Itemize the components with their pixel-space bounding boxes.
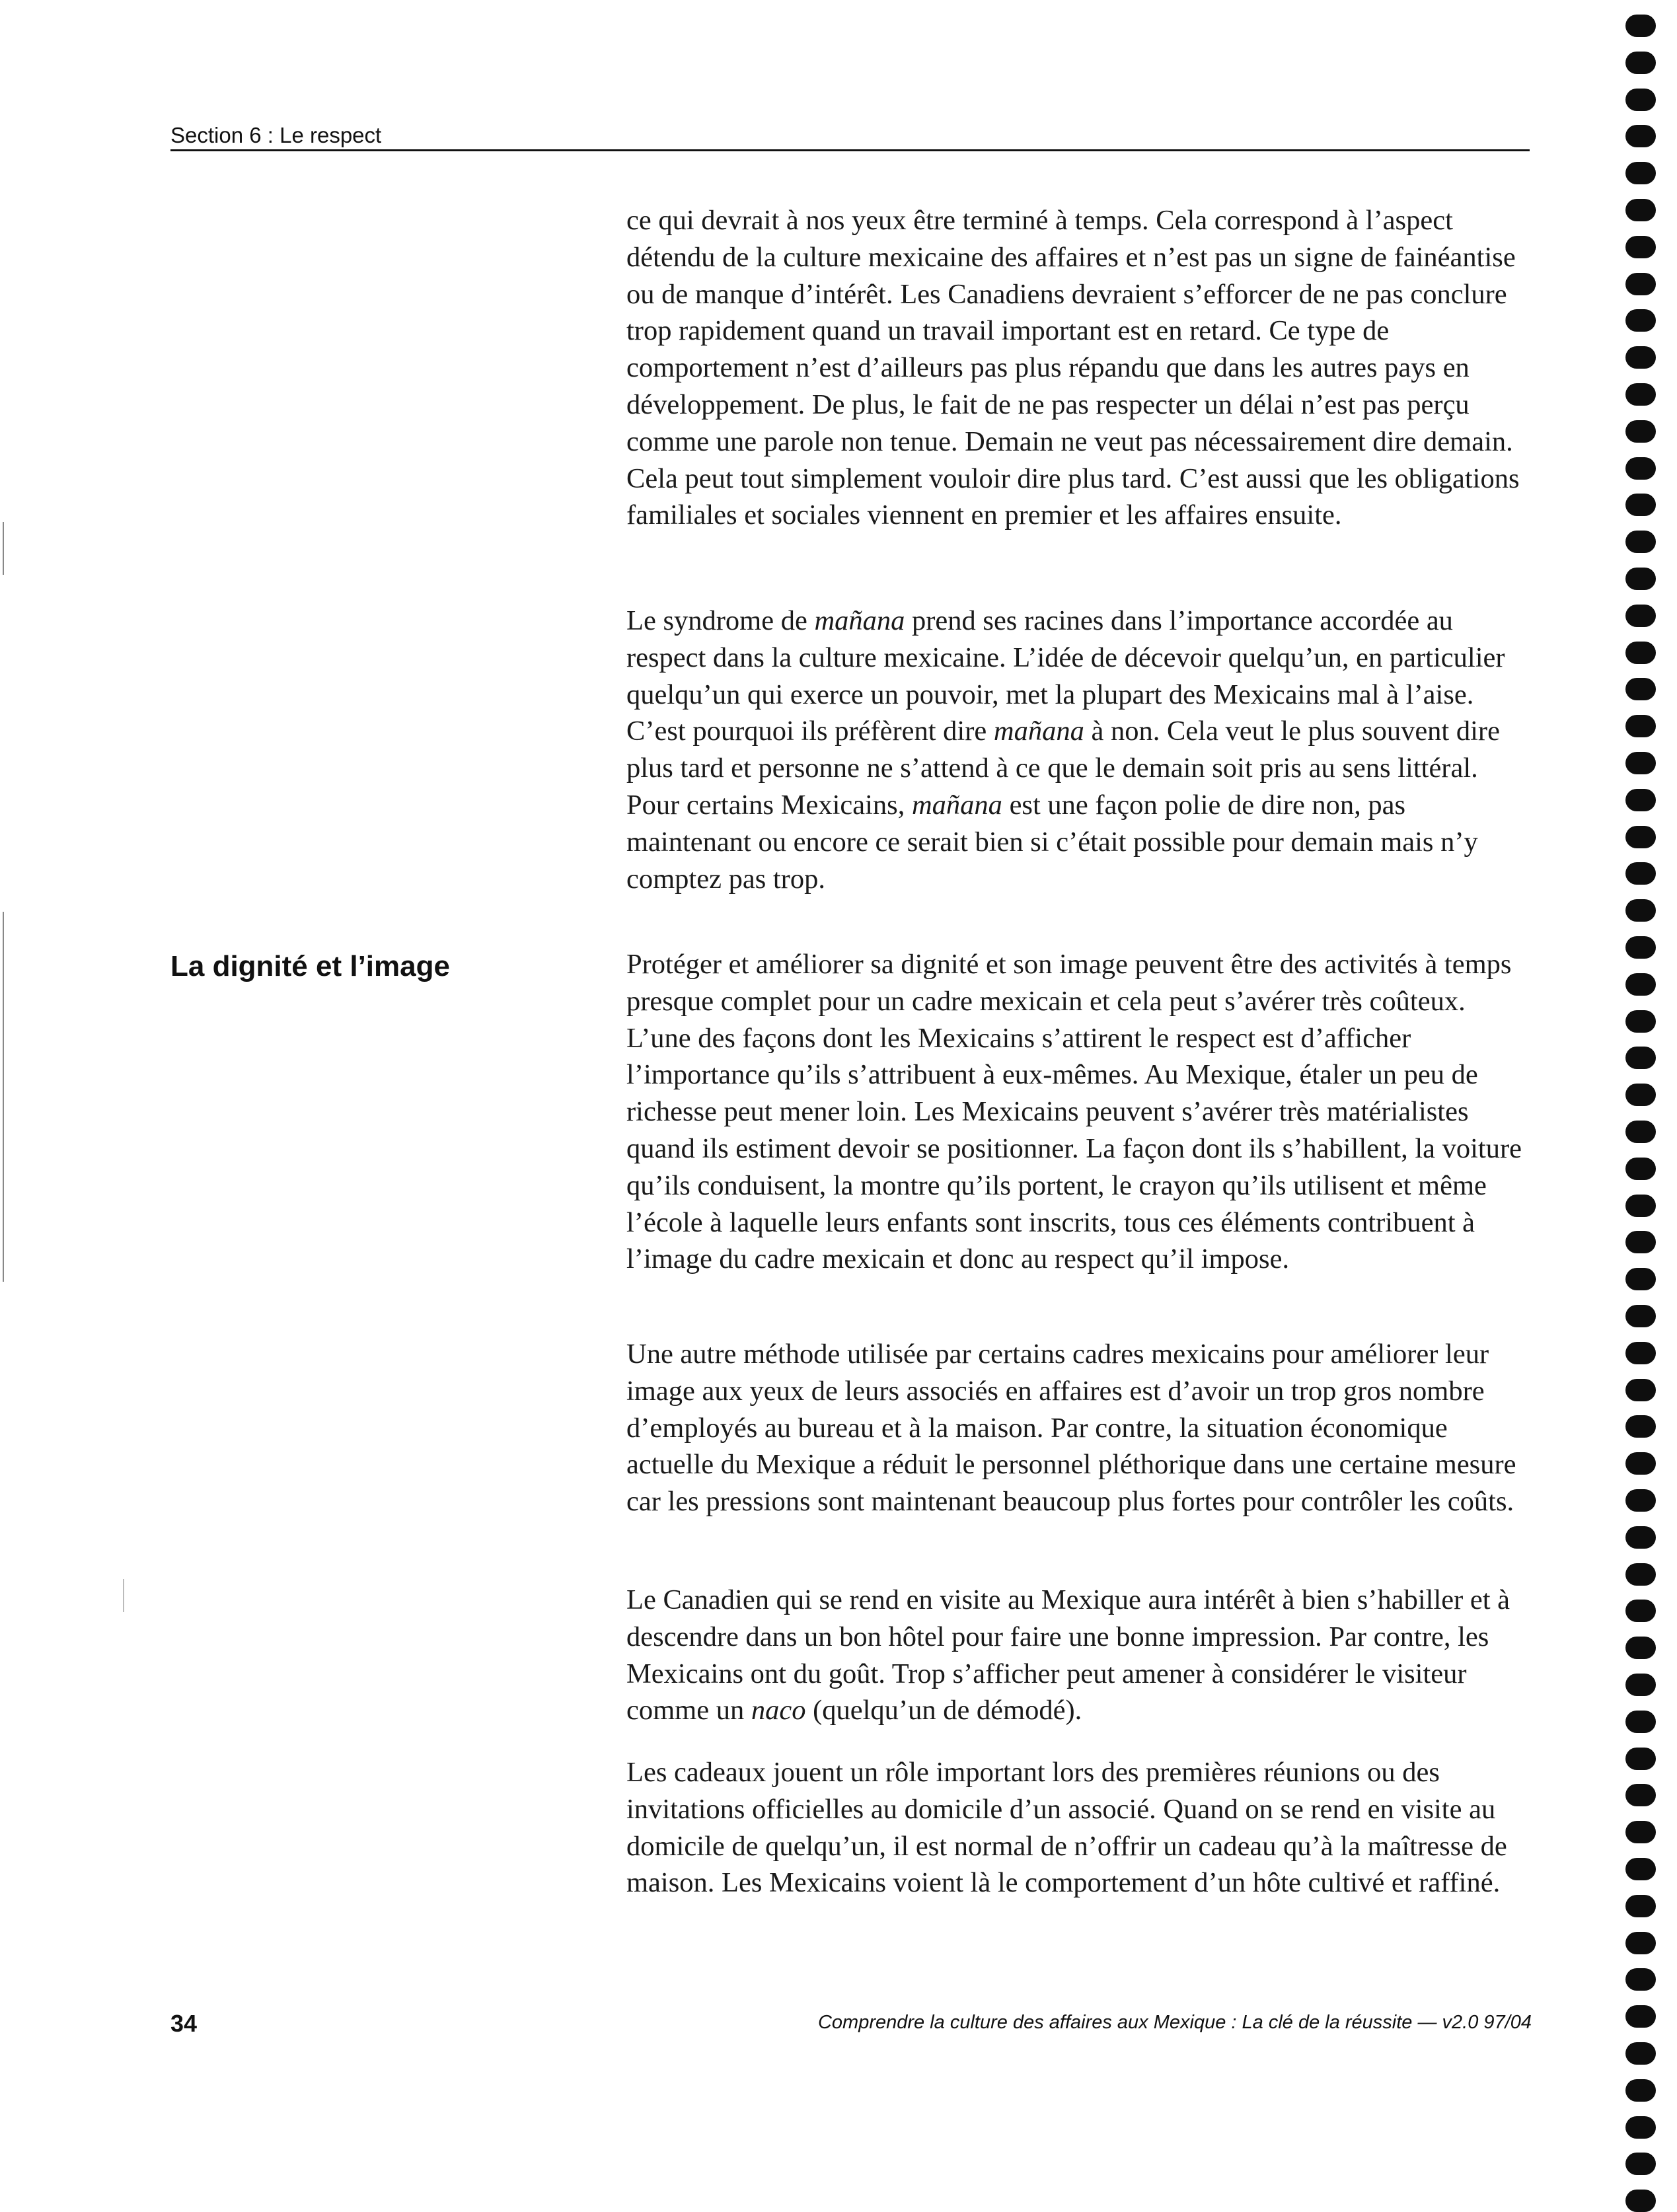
- binding-hole: [1625, 2042, 1656, 2065]
- binding-hole: [1625, 752, 1656, 774]
- binding-hole: [1625, 2079, 1656, 2102]
- text-run: prend ses racines dans l’importance accordée au respect dans la culture mexicaine. L’idée de décevoir quelqu’un, en particulier quelqu’un qui exerce un pouvoir, met la plupart des Mexicains mal à l’aise. C’est pourquoi ils préfèrent dire: [626, 605, 1505, 747]
- scan-artifact: [123, 1579, 124, 1612]
- binding-hole: [1625, 1121, 1656, 1143]
- binding-hole: [1625, 1932, 1656, 1954]
- binding-hole: [1625, 1858, 1656, 1880]
- page-header: [170, 116, 1530, 151]
- binding-hole: [1625, 15, 1656, 37]
- binding-hole: [1625, 1268, 1656, 1290]
- binding-hole: [1625, 605, 1656, 627]
- binding-hole: [1625, 2116, 1656, 2139]
- binding-hole: [1625, 383, 1656, 406]
- section-label: Section 6 : Le respect: [170, 123, 382, 147]
- binding-hole: [1625, 1748, 1656, 1770]
- body-paragraph: [626, 946, 1532, 1278]
- text-run: Le syndrome de: [626, 605, 815, 636]
- binding-hole: [1625, 1084, 1656, 1106]
- binding-hole: [1625, 973, 1656, 996]
- binding-hole: [1625, 1195, 1656, 1217]
- text-run: Les cadeaux jouent un rôle important lors des premières réunions ou des invitations officielles au domicile d’un associé. Quand on se rend en visite au domicile de quelqu’un, il est normal de n’offrir un cadeau qu’à la maîtresse de maison. Les Mexicains voient là le comportement d’un hôte cultivé et raffiné.: [626, 1757, 1507, 1899]
- paragraph-text: [626, 202, 1532, 534]
- paragraph-text: [626, 1582, 1532, 1729]
- binding-hole: [1625, 715, 1656, 737]
- binding-hole: [1625, 936, 1656, 959]
- binding-hole: [1625, 89, 1656, 111]
- binding-hole: [1625, 2005, 1656, 2028]
- binding-hole: [1625, 1047, 1656, 1069]
- binding-hole: [1625, 1415, 1656, 1438]
- binding-hole: [1625, 1968, 1656, 1991]
- emphasis-text: mañana: [993, 716, 1084, 747]
- binding-hole: [1625, 1600, 1656, 1622]
- binding-hole: [1625, 1526, 1656, 1549]
- binding-hole: [1625, 862, 1656, 885]
- binding-hole: [1625, 309, 1656, 332]
- binding-hole: [1625, 346, 1656, 369]
- binding-hole: [1625, 1489, 1656, 1512]
- binding-hole: [1625, 899, 1656, 922]
- binding-hole: [1625, 642, 1656, 664]
- document-title: Comprendre la culture des affaires aux Mexique : La clé de la réussite — v2.0 97/04: [817, 2012, 1532, 2033]
- body-paragraph: [626, 603, 1532, 897]
- emphasis-text: naco: [751, 1695, 806, 1726]
- text-run: ce qui devrait à nos yeux être terminé à temps. Cela correspond à l’aspect détendu de la culture mexicaine des affaires et n’est pas un signe de fainéantise ou de manque d’intérêt. Les Canadiens devraient s’efforcer de ne pas conclure trop rapidement quand un travail important est en retard. Ce type de comportement n’est d’ailleurs pas plus répandu que dans les autres pays en développement. De plus, le fait de ne pas respecter un délai n’est pas perçu comme une parole non tenue. Demain ne veut pas nécessairement dire demain. Cela peut tout simplement vouloir dire plus tard. C’est aussi que les obligations familiales et sociales viennent en premier et les affaires ensuite.: [626, 205, 1520, 531]
- binding-hole: [1625, 52, 1656, 74]
- text-run: Une autre méthode utilisée par certains cadres mexicains pour améliorer leur image aux yeux de leurs associés en affaires est d’avoir un trop gros nombre d’employés au bureau et à la maison. Par contre, la situation économique actuelle du Mexique a réduit le personnel pléthorique dans une certaine mesure car les pressions sont maintenant beaucoup plus fortes pour contrôler les coûts.: [626, 1339, 1516, 1518]
- binding-hole: [1625, 494, 1656, 516]
- binding-hole: [1625, 1784, 1656, 1806]
- binding-hole: [1625, 1711, 1656, 1733]
- binding-hole: [1625, 162, 1656, 184]
- binding-hole: [1625, 457, 1656, 480]
- text-run: est une façon polie de dire non, pas maintenant ou encore ce serait bien si c’était possible pour demain mais n’y comptez pas trop.: [626, 789, 1478, 895]
- binding-hole: [1625, 199, 1656, 221]
- text-run: Le Canadien qui se rend en visite au Mexique aura intérêt à bien s’habiller et à descendre dans un bon hôtel pour faire une bonne impression. Par contre, les Mexicains ont du goût. Trop s’afficher peut amener à considérer le visiteur comme un: [626, 1584, 1510, 1726]
- paragraph-text: [626, 1754, 1532, 1901]
- text-run: Protéger et améliorer sa dignité et son image peuvent être des activités à temps presque complet pour un cadre mexicain et cela peut s’avérer très coûteux. L’une des façons dont les Mexicains s’attirent le respect est d’afficher l’importance qu’ils s’attribuent à eux-mêmes. Au Mexique, étaler un peu de richesse peut mener loin. Les Mexicains peuvent s’avérer très matérialistes quand ils estiment devoir se positionner. La façon dont ils s’habillent, la voiture qu’ils conduisent, la montre qu’ils portent, le crayon qu’ils utilisent et même l’école à laquelle leurs enfants sont inscrits, tous ces éléments contribuent à l’image du cadre mexicain et donc au respect qu’il impose.: [626, 949, 1522, 1275]
- text-run: à non. Cela veut le plus souvent dire plus tard et personne ne s’attend à ce que le demain soit pris au sens littéral. Pour certains Mexicains,: [626, 716, 1500, 821]
- binding-hole: [1625, 1379, 1656, 1401]
- emphasis-text: mañana: [911, 789, 1002, 821]
- emphasis-text: mañana: [814, 605, 905, 636]
- binding-hole: [1625, 125, 1656, 147]
- body-paragraph: [626, 1754, 1532, 1901]
- binding-hole: [1625, 1010, 1656, 1033]
- binding-hole: [1625, 2153, 1656, 2175]
- binding-hole: [1625, 568, 1656, 590]
- scan-artifact: [3, 912, 4, 1282]
- binding-hole: [1625, 1895, 1656, 1917]
- binding-hole: [1625, 1452, 1656, 1475]
- paragraph-text: [626, 946, 1532, 1278]
- paragraph-text: [626, 1336, 1532, 1520]
- body-paragraph: [626, 202, 1532, 534]
- binding-hole: [1625, 236, 1656, 258]
- binding-hole: [1625, 2190, 1656, 2212]
- binding-hole: [1625, 826, 1656, 848]
- binding-hole: [1625, 1821, 1656, 1843]
- binding-hole: [1625, 420, 1656, 443]
- body-paragraph: [626, 1336, 1532, 1520]
- binding-hole: [1625, 531, 1656, 553]
- text-run: (quelqu’un de démodé).: [805, 1695, 1082, 1726]
- binding-hole: [1625, 1158, 1656, 1180]
- binding-hole: [1625, 1563, 1656, 1586]
- section-heading: La dignité et l’image: [170, 950, 450, 982]
- scan-artifact: [3, 522, 4, 575]
- binding-hole: [1625, 678, 1656, 700]
- binding-hole: [1625, 1674, 1656, 1696]
- page-number: 34: [170, 2010, 198, 2037]
- body-paragraph: [626, 1582, 1532, 1729]
- binding-hole: [1625, 789, 1656, 811]
- binding-hole: [1625, 1305, 1656, 1327]
- binding-hole: [1625, 1342, 1656, 1364]
- paragraph-text: [626, 603, 1532, 897]
- binding-hole: [1625, 1231, 1656, 1253]
- spiral-binding-holes: [1620, 0, 1677, 2197]
- binding-hole: [1625, 1637, 1656, 1659]
- binding-hole: [1625, 273, 1656, 295]
